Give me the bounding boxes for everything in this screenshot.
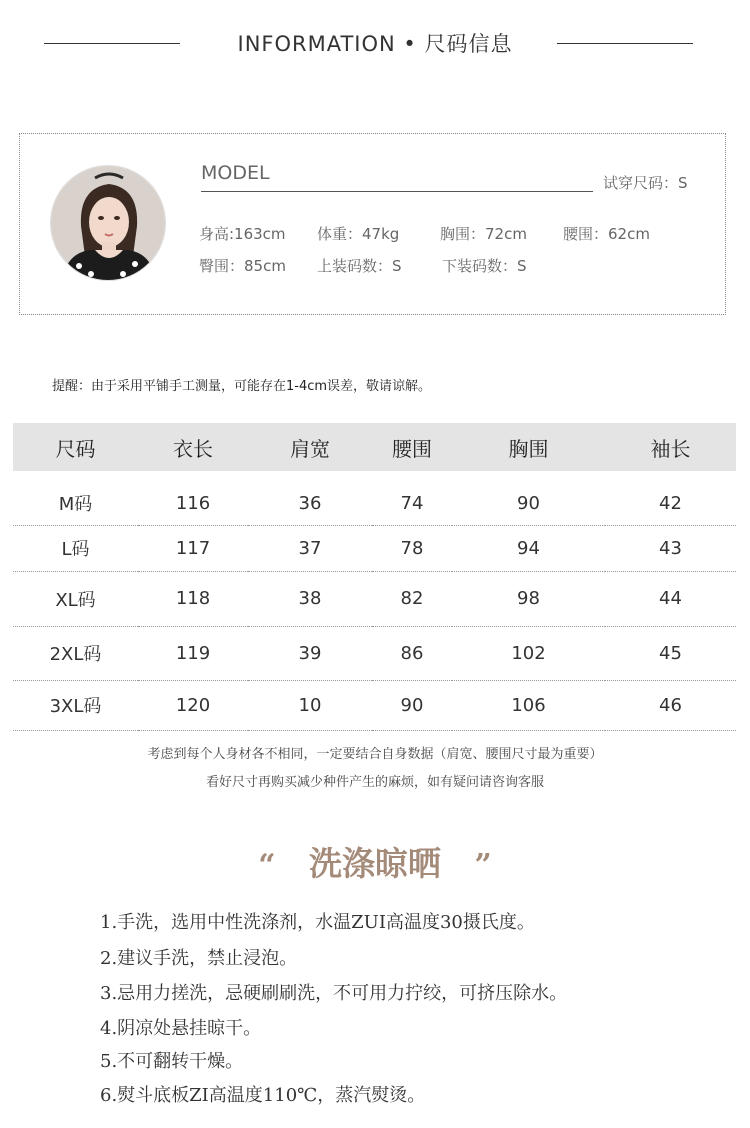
sleeve-cell: 43 <box>605 525 736 571</box>
care-item: 3.忌用力搓洗，忌硬刷刷洗，不可用力拧绞，可挤压除水。 <box>100 983 568 1004</box>
model-hip: 臀围：85cm <box>199 257 286 275</box>
waist-cell: 78 <box>372 525 452 571</box>
header-shoulder: 肩宽 <box>248 423 372 471</box>
table-row <box>13 525 736 571</box>
care-item: 6.熨斗底板ZI高温度110℃，蒸汽熨烫。 <box>100 1085 426 1106</box>
care-title-text: 洗涤晾晒 <box>309 844 441 883</box>
table-row <box>13 471 736 525</box>
header-length: 衣长 <box>138 423 248 471</box>
size-cell: 3XL码 <box>13 680 138 730</box>
close-quote: ” <box>474 848 492 883</box>
sleeve-cell: 45 <box>605 626 736 680</box>
size-cell: L码 <box>13 525 138 571</box>
trial-size: 试穿尺码：S <box>603 174 688 192</box>
waist-cell: 90 <box>372 680 452 730</box>
model-info-card <box>19 133 726 315</box>
section-header <box>0 26 750 62</box>
length-cell: 116 <box>138 471 248 525</box>
header-size: 尺码 <box>13 423 138 471</box>
header-sleeve: 袖长 <box>605 423 736 471</box>
chest-cell: 94 <box>452 525 605 571</box>
waist-cell: 86 <box>372 626 452 680</box>
care-item: 4.阴凉处悬挂晾干。 <box>100 1018 262 1039</box>
sleeve-cell: 44 <box>605 571 736 626</box>
fit-note-1: 考虑到每个人身材各不相同，一定要结合自身数据（肩宽、腰围尺寸最为重要） <box>147 747 603 762</box>
size-table-header <box>13 423 736 471</box>
table-row <box>13 571 736 626</box>
sleeve-cell: 42 <box>605 471 736 525</box>
sleeve-cell: 46 <box>605 680 736 730</box>
model-height: 身高:163cm <box>199 225 286 243</box>
shoulder-cell: 38 <box>248 571 372 626</box>
waist-cell: 82 <box>372 571 452 626</box>
length-cell: 119 <box>138 626 248 680</box>
header-chest: 胸围 <box>452 423 605 471</box>
model-underline <box>201 191 593 192</box>
care-title <box>0 838 750 885</box>
chest-cell: 90 <box>452 471 605 525</box>
measurement-notice: 提醒：由于采用平铺手工测量，可能存在1-4cm误差，敬请谅解。 <box>52 379 432 394</box>
length-cell: 117 <box>138 525 248 571</box>
header-waist: 腰围 <box>372 423 452 471</box>
model-waist: 腰围：62cm <box>563 225 650 243</box>
shoulder-cell: 36 <box>248 471 372 525</box>
model-bottom-size: 下装码数：S <box>442 257 527 275</box>
shoulder-cell: 10 <box>248 680 372 730</box>
model-chest: 胸围：72cm <box>440 225 527 243</box>
length-cell: 120 <box>138 680 248 730</box>
shoulder-cell: 37 <box>248 525 372 571</box>
table-row <box>13 680 736 730</box>
header-rule-right <box>557 43 693 44</box>
table-row <box>13 626 736 680</box>
size-cell: 2XL码 <box>13 626 138 680</box>
fit-note-2: 看好尺寸再购买减少种件产生的麻烦，如有疑问请咨询客服 <box>205 775 544 790</box>
chest-cell: 106 <box>452 680 605 730</box>
model-weight: 体重：47kg <box>317 225 400 243</box>
care-item: 2.建议手洗，禁止浸泡。 <box>100 948 298 969</box>
waist-cell: 74 <box>372 471 452 525</box>
model-label: MODEL <box>201 162 270 184</box>
chest-cell: 102 <box>452 626 605 680</box>
length-cell: 118 <box>138 571 248 626</box>
care-item: 1.手洗，选用中性洗涤剂，水温ZUI高温度30摄氏度。 <box>100 912 535 933</box>
size-table <box>13 423 736 731</box>
open-quote: “ <box>258 848 276 883</box>
model-photo <box>50 165 166 281</box>
shoulder-cell: 39 <box>248 626 372 680</box>
chest-cell: 98 <box>452 571 605 626</box>
care-item: 5.不可翻转干燥。 <box>100 1051 244 1072</box>
size-cell: M码 <box>13 471 138 525</box>
section-title: INFORMATION • 尺码信息 <box>237 32 513 56</box>
model-top-size: 上装码数：S <box>317 257 402 275</box>
size-cell: XL码 <box>13 571 138 626</box>
